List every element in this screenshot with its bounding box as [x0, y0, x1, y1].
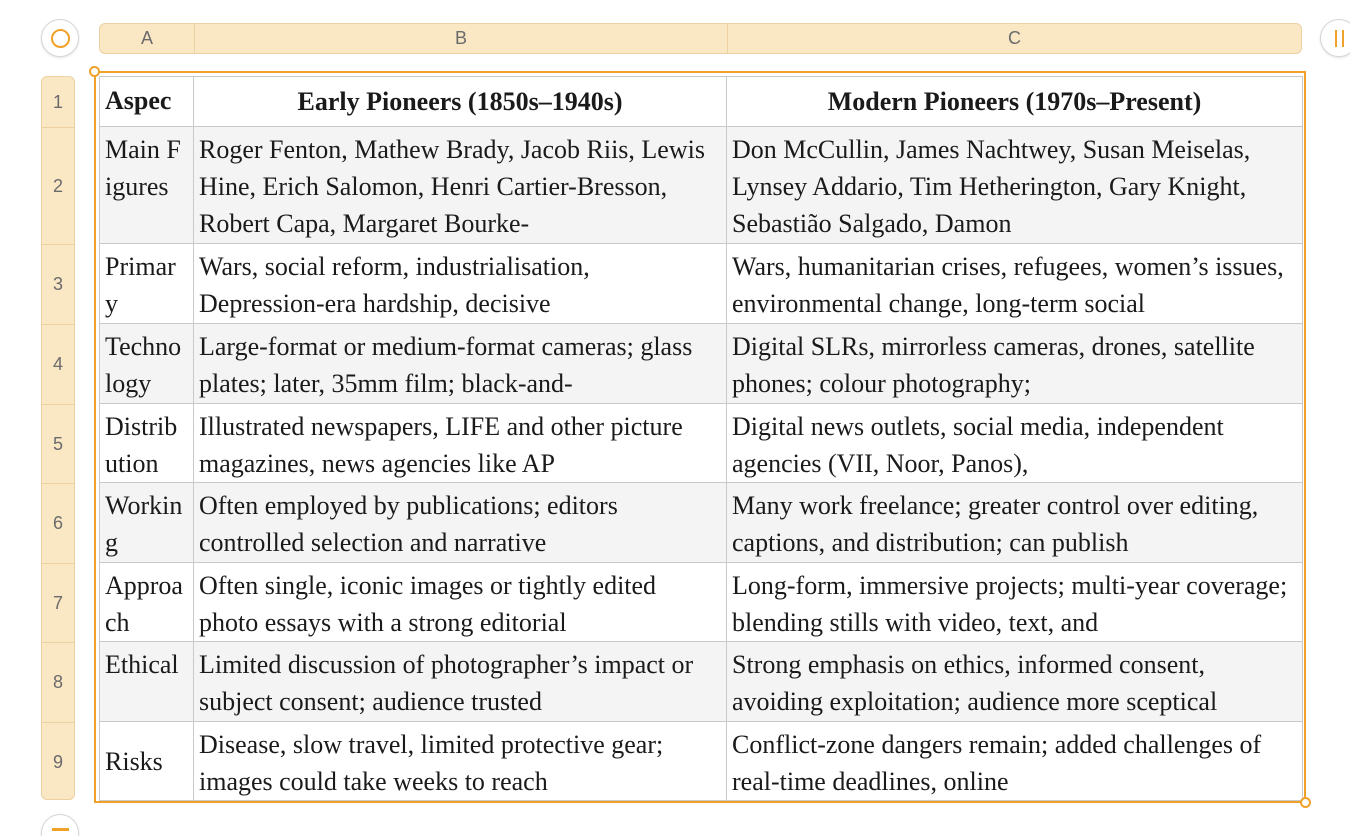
cell-b6[interactable] — [194, 483, 727, 563]
cell-text: Working — [105, 491, 183, 557]
cell-text: Conflict-zone dangers remain; added challenges of real-time deadlines, online — [732, 730, 1262, 796]
row-header-6[interactable]: 6 — [42, 483, 74, 563]
table-row — [100, 324, 1303, 404]
cell-b4[interactable] — [194, 324, 727, 404]
cell-text: Often single, iconic images or tightly edited photo essays with a strong editorial — [199, 571, 657, 637]
cell-c4[interactable] — [727, 324, 1303, 404]
cell-a4[interactable] — [100, 324, 194, 404]
column-header-c[interactable]: C — [727, 24, 1301, 53]
cell-b9[interactable] — [194, 722, 727, 801]
row-header-9[interactable]: 9 — [42, 722, 74, 800]
row-header-1[interactable]: 1 — [52, 91, 63, 112]
cell-text: Digital news outlets, social media, independent agencies (VII, Noor, Panos), — [732, 412, 1224, 478]
table-select-handle-icon — [51, 29, 70, 48]
table-row — [100, 563, 1303, 642]
row-header-2[interactable]: 2 — [42, 127, 74, 244]
row-header-8[interactable]: 8 — [42, 642, 74, 722]
cell-c2[interactable] — [727, 127, 1303, 244]
cell-b1[interactable]: Early Pioneers (1850s–1940s) — [194, 77, 727, 127]
cell-text: Primary — [105, 252, 176, 318]
add-row-handle[interactable] — [41, 814, 79, 836]
cell-text: Often employed by publications; editors controlled selection and narrative — [199, 491, 618, 557]
cell-text: Disease, slow travel, limited protective gear; images could take weeks to reach — [199, 730, 664, 796]
cell-c5[interactable] — [727, 404, 1303, 483]
table-row — [100, 127, 1303, 244]
add-column-handle-icon — [1335, 30, 1344, 47]
row-header-5[interactable]: 5 — [42, 404, 74, 483]
cell-a3[interactable] — [100, 244, 194, 324]
cell-text: Don McCullin, James Nachtwey, Susan Meiselas, Lynsey Addario, Tim Hetherington, Gary Knight, Sebastião Salgado, Damon — [732, 135, 1251, 238]
cell-a8[interactable] — [100, 642, 194, 722]
column-header-b[interactable]: B — [194, 24, 727, 53]
cell-c8[interactable] — [727, 642, 1303, 722]
table-row — [100, 483, 1303, 563]
cell-b7[interactable] — [194, 563, 727, 642]
cell-text: Wars, social reform, industrialisation, Depression-era hardship, decisive — [199, 252, 590, 318]
cell-text: Digital SLRs, mirrorless cameras, drones, satellite phones; colour photography; — [732, 332, 1255, 398]
cell-c3[interactable] — [727, 244, 1303, 324]
cell-text: Distribution — [105, 412, 178, 478]
cell-text: Risks — [105, 746, 163, 776]
cell-text: Technology — [105, 332, 182, 398]
cell-text: Large-format or medium-format cameras; glass plates; later, 35mm film; black-and- — [199, 332, 693, 398]
cell-text: Main Figures — [105, 135, 181, 201]
cell-c7[interactable] — [727, 563, 1303, 642]
column-header-a[interactable]: A — [140, 28, 153, 48]
cell-text: Many work freelance; greater control over editing, captions, and distribution; can publish — [732, 491, 1259, 557]
row-header-bar — [41, 76, 75, 800]
cell-text: Roger Fenton, Mathew Brady, Jacob Riis, Lewis Hine, Erich Salomon, Henri Cartier-Bresson, Robert Capa, Margaret Bourke- — [199, 135, 705, 238]
cell-c1[interactable]: Modern Pioneers (1970s–Present) — [727, 77, 1303, 127]
table-row-header — [100, 77, 1303, 127]
row-header-7[interactable]: 7 — [42, 563, 74, 642]
cell-a2[interactable] — [100, 127, 194, 244]
selection-handle-top-left[interactable] — [89, 66, 100, 77]
add-column-handle[interactable] — [1320, 19, 1350, 57]
cell-b5[interactable] — [194, 404, 727, 483]
table-row — [100, 404, 1303, 483]
row-header-4[interactable]: 4 — [42, 324, 74, 404]
row-header-3[interactable]: 3 — [42, 244, 74, 324]
cell-a5[interactable] — [100, 404, 194, 483]
cell-text: Illustrated newspapers, LIFE and other picture magazines, news agencies like AP — [199, 412, 683, 478]
cell-b8[interactable] — [194, 642, 727, 722]
cell-text: Approach — [105, 571, 183, 637]
cell-c6[interactable] — [727, 483, 1303, 563]
cell-a1[interactable]: Aspec — [100, 77, 194, 127]
cell-a6[interactable] — [100, 483, 194, 563]
cell-b2[interactable] — [194, 127, 727, 244]
table-row — [100, 722, 1303, 801]
cell-text: Strong emphasis on ethics, informed consent, avoiding exploitation; audience more sceptical — [732, 650, 1218, 716]
table-row — [100, 642, 1303, 722]
add-row-handle-icon — [52, 828, 69, 831]
table-select-handle[interactable] — [41, 19, 79, 57]
cell-c9[interactable] — [727, 722, 1303, 801]
cell-a9[interactable] — [100, 722, 194, 801]
cell-text: Wars, humanitarian crises, refugees, women’s issues, environmental change, long-term social — [732, 252, 1284, 318]
cell-text: Limited discussion of photographer’s impact or subject consent; audience trusted — [199, 650, 694, 716]
cell-b3[interactable] — [194, 244, 727, 324]
selection-handle-bottom-right[interactable] — [1300, 797, 1311, 808]
column-header-bar — [99, 23, 1302, 54]
table-row — [100, 244, 1303, 324]
data-table — [99, 76, 1303, 801]
cell-a7[interactable] — [100, 563, 194, 642]
cell-text: Ethical — [105, 650, 179, 679]
cell-text: Long-form, immersive projects; multi-year coverage; blending stills with video, text, and — [732, 571, 1288, 637]
